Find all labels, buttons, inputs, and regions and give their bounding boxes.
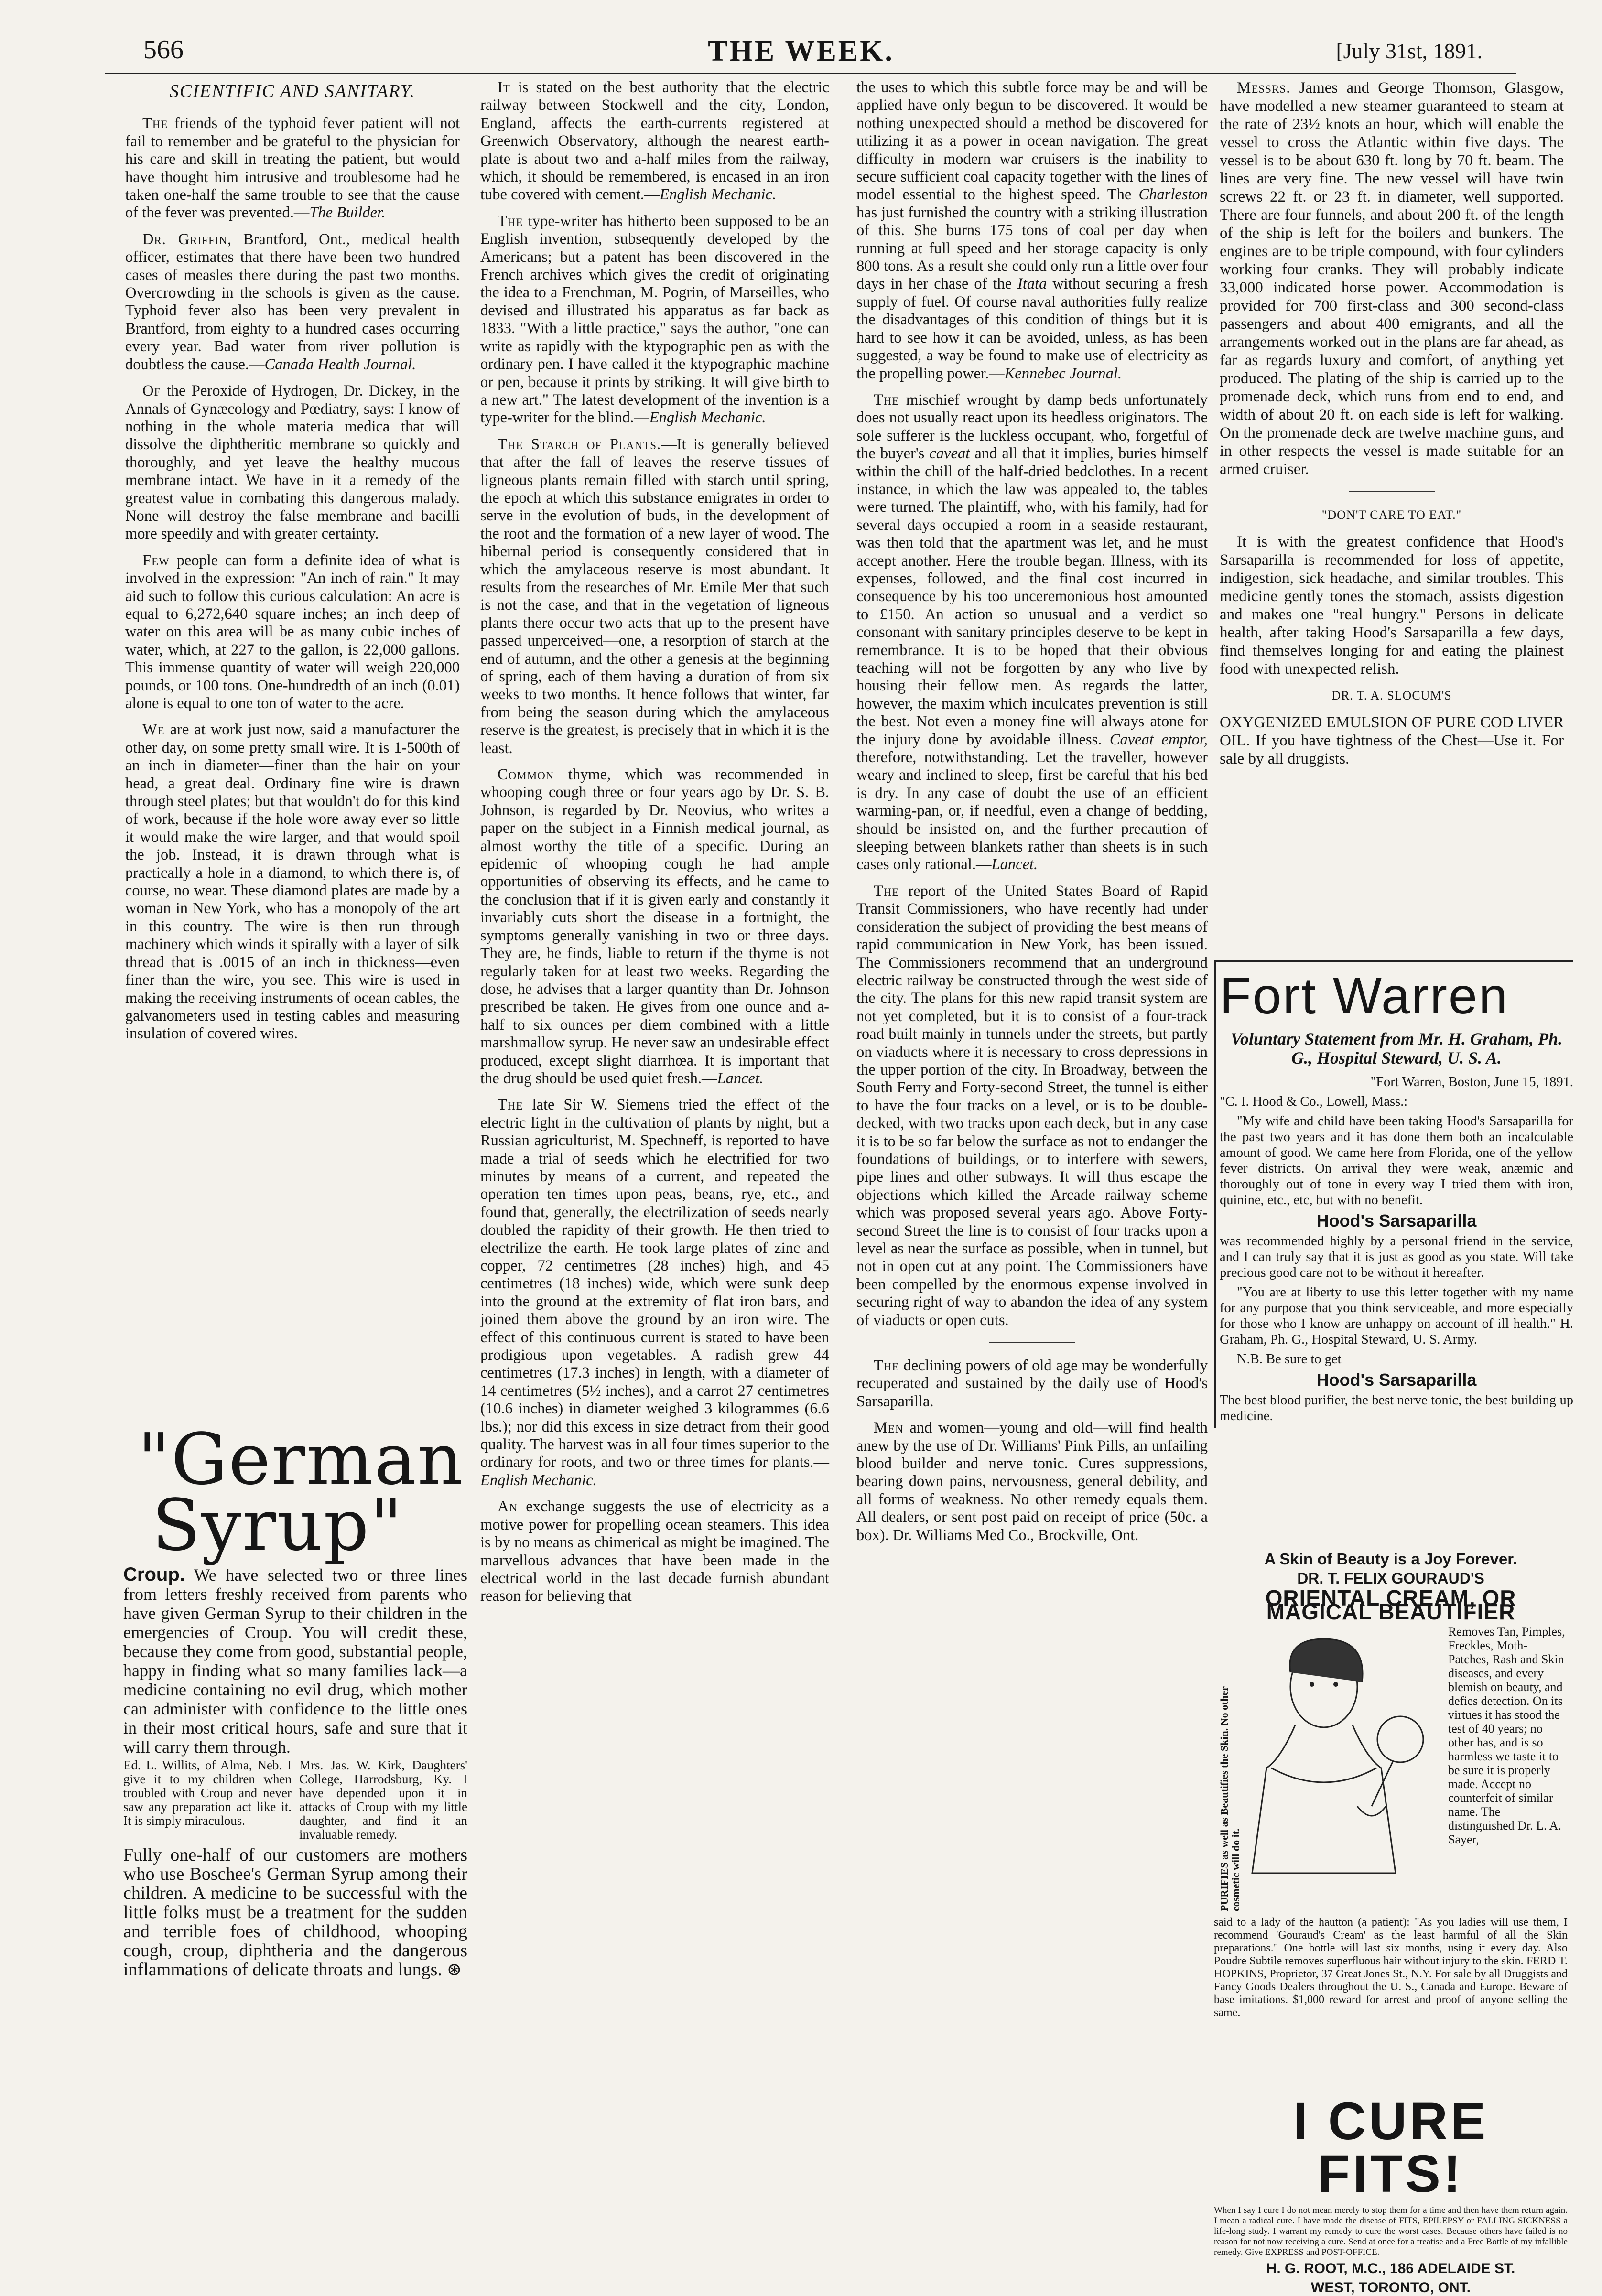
article-paragraph: The report of the United States Board of Rapid Transit Commissioners, who have recently had under consideration the subject of providing the best means of rapid communication in New York, has been issued. The Commissioners recommend that an underground electric railway be constructed through the west side of the city. The plans for this new rapid transit system are not yet completed, but it is to consist of a four-track road built mainly in tunnels under the streets, but partly on viaducts where it is necessary to cross depressions in the upper portion of the city. In Broadway, between the South Ferry and Forty-second Street, the tunnel is either to have the four tracks on a level, or is to be double-decked, with two tracks upon each deck, but in any case it is to be so far below the surface as not to endanger the foundations of buildings, or to interfere with sewers, pipe lines and other subways. It will thus escape the objections which killed the Arcade railway scheme which was proposed several years ago. Above Forty-second Street the line is to consist of four tracks upon a level as near the surface as possible, when in tunnel, but not in open cut at any point. The Commissioners have been compelled by the enormous expense involved in securing right of way to abandon the idea of any system of viaducts or open cuts. xyxy=(856,882,1208,1329)
masthead-title: THE WEEK. xyxy=(708,35,894,67)
ad-body: said to a lady of the hautton (a patient): "As you ladies will use them, I recommend 'Gouraud's Cream' as the least harmful of all the Skin preparations." One bottle will last six months, using it every day. Also Poudre Subtile removes superfluous hair without injury to the skin. FERD T. HOPKINS, Proprietor, 37 Great Jones St., N.Y. For sale by all Druggists and Fancy Goods Dealers throughout the U. S., Canada and Europe. Beware of base imitations. $1,000 reward for arrest and proof of anyone selling the same. xyxy=(1214,1916,1568,2019)
article-paragraph: The friends of the typhoid fever patient will not fail to remember and be grateful to the physician for his care and skill in treating the patient, but would have thought him intrusive and troublesome had he taken one-half the same trouble to see that the cause of the fever was prevented.—The Builder. xyxy=(125,115,460,222)
ad-title: Fort Warren xyxy=(1220,967,1509,1024)
article-paragraph: We are at work just now, said a manufacturer the other day, on some pretty small wire. It is 1-500th of an inch in diameter—finer than the hair on your head, a great deal. Ordinary fine wire is drawn through steel plates; but that wouldn't do for this kind of work, because if the hole wore away ever so little it would make the wire larger, and that would spoil the job. Instead, it is drawn through what is practically a hole in a diamond, to which there is, of course, no wear. These diamond plates are made by a woman in New York, who has a monopoly of the art in this country. The wire is then run through machinery which winds it spirally with a layer of silk thread that is .0015 of an inch in thickness—even finer than the wire, you see. This wire is used in making the receiving instruments of ocean cables, the galvanometers used in testing cables and measuring insulation of covered wires. xyxy=(125,721,460,1043)
oriental-cream-ad xyxy=(1214,1552,1568,2019)
article-paragraph: It is with the greatest confidence that Hood's Sarsaparilla is recommended for loss of appetite, indigestion, sick headache, and similar troubles. This medicine gently tones the stomach, assists digestion and makes one "real hungry." Persons in delicate health, after taking Hood's Sarsaparilla a few days, find themselves longing for and eating the plainest food with unexpected relish. xyxy=(1220,533,1564,678)
vertical-claim: PURIFIES as well as Beautifies the Skin. No other cosmetic will do it. xyxy=(1218,1686,1242,1911)
testimonial: Mrs. Jas. W. Kirk, Daughters' College, Harrodsburg, Ky. I have depended upon it in attacks of Croup with my little daughter, and find it an invaluable remedy. xyxy=(299,1758,467,1842)
column-1 xyxy=(125,79,460,1052)
ad-product: ORIENTAL CREAM, OR MAGICAL BEAUTIFIER xyxy=(1265,1585,1516,1624)
column-4 xyxy=(1220,79,1564,776)
divider xyxy=(989,1342,1075,1343)
fort-warren-ad xyxy=(1214,960,1573,1428)
ad-testimonials xyxy=(123,1758,467,1842)
letter-addressee: "C. I. Hood & Co., Lowell, Mass.: xyxy=(1220,1094,1408,1109)
article-paragraph: The type-writer has hitherto been supposed to be an English invention, subsequently developed by the Americans; but a patent has been discovered in the French archives which gives the credit of originating the idea to a Frenchman, M. Pogrin, of Marseilles, who devised and illustrated his apparatus as far back as 1833. "With a little practice," says the author, "one can write as rapidly with the ktypographic pen as with the ordinary pen. I have called it the ktypographic machine or pen, because it prints by striking. It will give birth to a new art." The latest development of the invention is a type-writer for the blind.—English Mechanic. xyxy=(480,212,829,427)
cure-fits-ad xyxy=(1214,2092,1568,2296)
section-heading: SCIENTIFIC AND SANITARY. xyxy=(169,81,416,101)
ad-headline: A Skin of Beauty is a Joy Forever. xyxy=(1264,1550,1517,1568)
german-syrup-ad xyxy=(123,1418,467,1980)
article-paragraph: The mischief wrought by damp beds unfortunately does not usually react upon its heedless originators. The sole sufferer is the luckless occupant, who, forgetful of the buyer's caveat and all that it implies, buries himself within the chill of the half-dried bedclothes. In a recent instance, in which the law was appealed to, the tables were turned. The plaintiff, who, with his family, had for several days occupied a room in a seaside restaurant, was then told that the apartment was let, and he must accept another. Here the trouble began. Illness, with its expenses, followed, and the final cost incurred in consequence by his too unceremonious host amounted to £150. An action so unusual and a verdict so consonant with sanitary principles deserve to be kept in remembrance. It is to be hoped that their obvious teaching will not be forgotten by any who live by housing their fellow men. As regards the latter, however, the maxim which inculcates prevention is still the best. Not even a money fine will always atone for the injury done by avoidable illness. Caveat emptor, therefore, notwithstanding. Let the traveller, however weary and inclined to sleep, first be careful that his bed is dry. In any case of doubt the use of an efficient warming-pan, or, if needful, even a change of bedding, should be insisted on, and the further precaution of sleeping between blankets rather than sheets is in such cases only rational.—Lancet. xyxy=(856,391,1208,873)
ad-title: Syrup" xyxy=(152,1484,403,1566)
ad-signature: WEST, TORONTO, ONT. xyxy=(1311,2280,1471,2296)
ad-title: I CURE FITS! xyxy=(1293,2092,1489,2203)
issue-date: [July 31st, 1891. xyxy=(1336,39,1483,63)
ad-signature: H. G. ROOT, M.C., 186 ADELAIDE ST. xyxy=(1266,2261,1515,2276)
testimonial: Ed. L. Willits, of Alma, Neb. I give it to my children when troubled with Croup and never saw any preparation act like it. It is simply miraculous. xyxy=(123,1758,292,1828)
ad-body: Croup. We have selected two or three lines from letters freshly received from parents who have given German Syrup to their children in the emergencies of Croup. You will credit these, because they come from good, substantial people, happy in finding what so many families lack—a medicine containing no evil drug, which mother can administer with confidence to the little ones in their most critical hours, safe and sure that it will carry them through. xyxy=(123,1564,467,1757)
letter-paragraph: "You are at liberty to use this letter together with my name for any purpose that you think serviceable, and more especially for those who I know are unhappy on account of ill health." H. Graham, Ph. G., Hospital Steward, U. S. Army. xyxy=(1220,1285,1573,1347)
column-2 xyxy=(480,79,829,1614)
subheading: "DON'T CARE TO EAT." xyxy=(1321,508,1462,522)
article-paragraph: Few people can form a definite idea of what is involved in the expression: "An inch of rain." It may aid such to follow this curious calculation: An acre is equal to 6,272,640 square inches; an inch deep of water on this area will be as many cubic inches of water, which, at 227 to the gallon, is 22,000 gallons. This immense quantity of water will weigh 220,000 pounds, or 100 tons. One-hundredth of an inch (0.01) alone is equal to one ton of water to the acre. xyxy=(125,551,460,712)
product-name: Hood's Sarsaparilla xyxy=(1316,1211,1477,1230)
header-rule xyxy=(105,73,1516,74)
column-3 xyxy=(856,79,1208,1553)
article-paragraph: Dr. Griffin, Brantford, Ont., medical health officer, estimates that there have been two hundred cases of measles there during the past two months. Overcrowding in the schools is given as the cause. Typhoid fever also has been very prevalent in Brantford, from eighty to a hundred cases occurring every year. Bad water from river pollution is doubtless the cause.—Canada Health Journal. xyxy=(125,230,460,373)
letter-note: N.B. Be sure to get xyxy=(1237,1352,1342,1367)
divider xyxy=(1349,491,1435,492)
letter-paragraph: was recommended highly by a personal friend in the service, and I can truly say that it is just as good as you state. Will take precious good care not to be without it hereafter. xyxy=(1220,1234,1573,1280)
ad-body: When I say I cure I do not mean merely to stop them for a time and then have them return again. I mean a radical cure. I have made the disease of FITS, EPILEPSY or FALLING SICKNESS a life-long study. I warrant my remedy to cure the worst cases. Because others have failed is no reason for not now receiving a cure. Send at once for a treatise and a Free Bottle of my infallible remedy. Give EXPRESS and POST-OFFICE. xyxy=(1214,2205,1568,2257)
ad-side-text: Removes Tan, Pimples, Freckles, Moth-Patches, Rash and Skin diseases, and every blemish on beauty, and defies detection. On its virtues it has stood the test of 40 years; no other has, and is so harmless we taste it to be sure it is properly made. Accept no counterfeit of similar name. The distinguished Dr. L. A. Sayer, xyxy=(1448,1625,1565,1846)
ad-closing: Fully one-half of our customers are mothers who use Boschee's German Syrup among their children. A medicine to be successful with the little folks must be a treatment for the sudden and terrible foes of childhood, whooping cough, croup, diphtheria and the dangerous inflammations of delicate throats and lungs. ⊛ xyxy=(123,1845,467,1980)
article-paragraph: the uses to which this subtle force may be and will be applied have only begun to be discovered. It would be nothing unexpected should a method be discovered for utilizing it as a power in ocean navigation. The great difficulty in modern war cruisers is the inability to secure sufficient coal capacity together with the lines of model essential to the highest speed. The Charleston has just furnished the country with a striking illustration of this. She burns 175 tons of coal per day when running at full speed and her storage capacity is only 800 tons. As a result she could only run a little over four days in her chase of the Itata without securing a fresh supply of fuel. Of course naval authorities fully realize the disadvantages of this condition of things but it is hard to see how it can be avoided, unless, as has been suggested, a way be found to make use of electricity as the propelling power.—Kennebec Journal. xyxy=(856,79,1208,382)
article-paragraph: The declining powers of old age may be wonderfully recuperated and sustained by the daily use of Hood's Sarsaparilla. xyxy=(856,1357,1208,1410)
product-name: Hood's Sarsaparilla xyxy=(1316,1370,1477,1390)
ad-illustration-block xyxy=(1214,1625,1568,1911)
page-number: 566 xyxy=(143,35,184,65)
ad-maker: DR. T. FELIX GOURAUD'S xyxy=(1297,1570,1484,1587)
article-paragraph: The Starch of Plants.—It is generally believed that after the fall of leaves the reserve tissues of ligneous plants remain filled with starch until spring, the epoch at which this substance emigrates in order to serve in the evolution of buds, in the development of the root and the formation of a new layer of wood. The hibernal period is consequently considered that in which the amylaceous reserve is most abundant. It results from the researches of Mr. Emile Mer that such is not the case, and that in the vegetation of ligneous plants there occur two acts that up to the present have passed unperceived—one, a resorption of starch at the end of autumn, and the other a genesis at the beginning of spring, each of them having a duration of from six weeks to two months. It hence follows that winter, far from being the season during which the amylaceous reserve is the greatest, is precisely that in which it is the least. xyxy=(480,435,829,757)
ad-title: "German xyxy=(138,1418,464,1500)
article-paragraph: Men and women—young and old—will find health anew by the use of Dr. Williams' Pink Pills, an unfailing blood builder and nerve tonic. Cures suppressions, bearing down pains, nervousness, general debility, and all forms of weakness. No other remedy equals them. All dealers, or sent post paid on receipt of price (50c. a box). Dr. Williams Med Co., Brockville, Ont. xyxy=(856,1419,1208,1544)
article-paragraph: The late Sir W. Siemens tried the effect of the electric light in the cultivation of plants by night, but a Russian agriculturist, M. Spechneff, is reported to have made a trial of seeds which he electrified for two minutes by means of a current, and repeated the operation ten times upon peas, beans, rye, etc., and found that, generally, the electrilization of seeds nearly doubled the rapidity of their growth. He then tried to electrilize the earth. He took large plates of zinc and copper, 72 centimetres (28 inches) high, and 45 centimetres (18 inches) wide, which were sunk deep into the ground at the extremity of flat iron bars, and joined them above the ground by an iron wire. The effect of this continuous current is stated to have been prodigious upon vegetables. A radish grew 44 centimetres (17.3 inches) in length, with a diameter of 14 centimetres (5½ inches), and a carrot 27 centimetres (10.6 inches) in diameter weighed 3 kilogrammes (6.6 lbs.); nor did this excess in size detract from their good quality. The harvest was in all four times superior to the ordinary for roots, and two or three times for plants.—English Mechanic. xyxy=(480,1096,829,1489)
ad-subtitle: Voluntary Statement from Mr. H. Graham, Ph. G., Hospital Steward, U. S. A. xyxy=(1230,1029,1563,1067)
letter-paragraph: "My wife and child have been taking Hood's Sarsaparilla for the past two years and it has done them both an incalculable amount of good. We came here from Florida, one of the yellow fever districts. On arrival they were weak, anæmic and thoroughly out of tone in every way I tried them with iron, quinine, etc., etc, but with no benefit. xyxy=(1220,1114,1573,1207)
subheading: DR. T. A. SLOCUM'S xyxy=(1331,689,1452,702)
article-paragraph: Messrs. James and George Thomson, Glasgow, have modelled a new steamer guaranteed to steam at the rate of 23½ knots an hour, which will enable the vessel to cross the Atlantic within five days. The vessel is to be about 630 ft. long by 70 ft. beam. The lines are very fine. The new vessel will have twin screws 22 ft. or 23 ft. in diameter, well supported. There are four funnels, and about 200 ft. of the length of the ship is left for the boilers and bunkers. The engines are to be triple compound, with four cylinders working four cranks. They will probably indicate 33,000 indicated horse power. Accommodation is provided for 700 first-class and 300 second-class passengers and about 400 emigrants, and all the arrangements worked out in the plans are far ahead, as far as regards luxury and comfort, of anything yet produced. The plating of the ship is carried up to the promenade deck, which runs from end to end, and width of about 20 ft. on each side is left for walking. On the promenade deck are twelve machine guns, and in other respects the vessel is made suitable for an armed cruiser. xyxy=(1220,79,1564,478)
ad-tagline: The best blood purifier, the best nerve tonic, the best building up medicine. xyxy=(1220,1393,1573,1423)
article-paragraph: An exchange suggests the use of electricity as a motive power for propelling ocean steamers. This idea is by no means as chimerical as might be imagined. The marvellous advances that have been made in the electrical world in the last decade furnish abundant reason for believing that xyxy=(480,1498,829,1605)
article-paragraph: OXYGENIZED EMULSION OF PURE COD LIVER OIL. If you have tightness of the Chest—Use it. For sale by all druggists. xyxy=(1220,714,1564,767)
article-paragraph: It is stated on the best authority that the electric railway between Stockwell and the city, London, England, affects the earth-currents registered at Greenwich Observatory, although the nearest earth-plate is about two and a-half miles from the railway, which, it should be remembered, is encased in an iron tube covered with cement.—English Mechanic. xyxy=(480,79,829,204)
ad-body xyxy=(1220,1074,1573,1424)
article-paragraph: Common thyme, which was recommended in whooping cough three or four years ago by Dr. S. B. Johnson, is regarded by Dr. Neovius, who writes a paper on the subject in a Finnish medical journal, as almost worthy the title of a specific. During an epidemic of whooping cough he had ample opportunities of observing its effects, and he came to the conclusion that if it is given early and constantly it invariably cuts short the disease in a fortnight, the symptoms generally vanishing in two or three days. They are, he finds, liable to return if the thyme is not regularly taken for at least two weeks. Regarding the dose, he advises that a larger quantity than Dr. Johnson prescribed be taken. He gives from one ounce and a-half to six ounces per diem combined with a little marshmallow syrup. He never saw an undesirable effect produced, except slight diarrhœa. It is important that the drug should be used quiet fresh.—Lancet. xyxy=(480,766,829,1087)
letter-dateline: "Fort Warren, Boston, June 15, 1891. xyxy=(1370,1075,1573,1089)
article-paragraph: Of the Peroxide of Hydrogen, Dr. Dickey, in the Annals of Gynæcology and Pœdiatry, says: I know of nothing in the whole materia medica that will dissolve the diphtheritic membrane so quickly and thoroughly, and yet leave the healthy mucous membrane intact. We have in it a remedy of the greatest value in combating this dangerous malady. None will destroy the false membrane and bacilli more speedily and with greater certainty. xyxy=(125,382,460,543)
page-header xyxy=(119,34,1483,73)
